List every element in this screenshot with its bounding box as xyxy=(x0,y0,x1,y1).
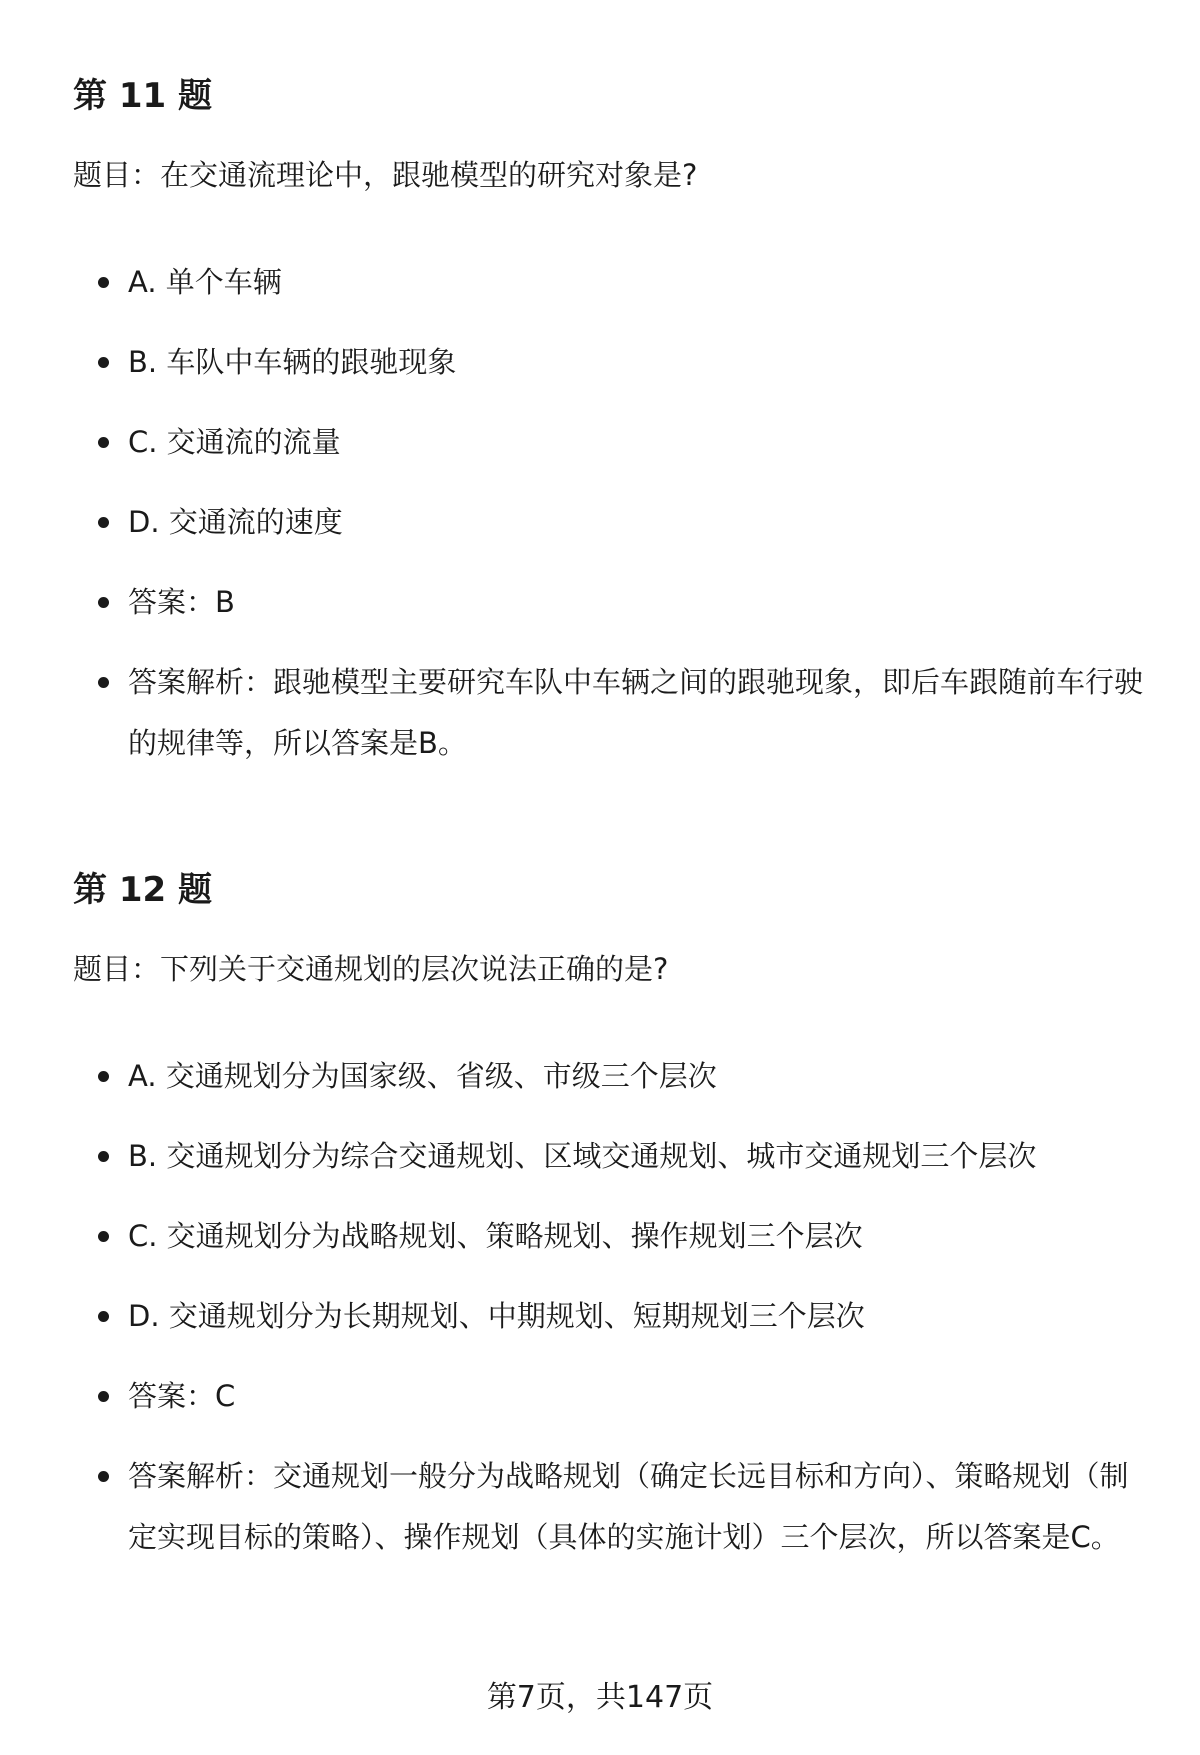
list-bullet xyxy=(98,277,109,288)
list-bullet xyxy=(98,1471,109,1482)
list-bullet xyxy=(98,677,109,688)
option-a: A. 单个车辆 xyxy=(128,265,282,299)
question-prompt: 题目：下列关于交通规划的层次说法正确的是? xyxy=(73,952,669,986)
option-c: C. 交通流的流量 xyxy=(128,425,341,459)
option-c: C. 交通规划分为战略规划、策略规划、操作规划三个层次 xyxy=(128,1219,863,1253)
list-bullet xyxy=(98,357,109,368)
list-bullet xyxy=(98,517,109,528)
answer-explanation: 答案解析：跟驰模型主要研究车队中车辆之间的跟驰现象，即后车跟随前车行驶的规律等，所以答案是B。 xyxy=(128,665,1144,760)
answer-line: 答案：C xyxy=(128,1379,236,1413)
list-bullet xyxy=(98,1311,109,1322)
option-b: B. 车队中车辆的跟驰现象 xyxy=(128,345,457,379)
list-bullet xyxy=(98,1151,109,1162)
list-bullet xyxy=(98,597,109,608)
answer-explanation: 答案解析：交通规划一般分为战略规划（确定长远目标和方向）、策略规划（制定实现目标的策略）、操作规划（具体的实施计划）三个层次，所以答案是C。 xyxy=(128,1459,1129,1554)
question-heading: 第 11 题 xyxy=(73,76,212,116)
page-number: 第7页，共147页 xyxy=(486,1680,714,1715)
answer-line: 答案：B xyxy=(128,585,235,619)
option-d: D. 交通规划分为长期规划、中期规划、短期规划三个层次 xyxy=(128,1299,865,1333)
list-bullet xyxy=(98,437,109,448)
list-bullet xyxy=(98,1071,109,1082)
option-d: D. 交通流的速度 xyxy=(128,505,343,539)
option-a: A. 交通规划分为国家级、省级、市级三个层次 xyxy=(128,1059,717,1093)
list-bullet xyxy=(98,1391,109,1402)
option-b: B. 交通规划分为综合交通规划、区域交通规划、城市交通规划三个层次 xyxy=(128,1139,1037,1173)
question-prompt: 题目：在交通流理论中，跟驰模型的研究对象是? xyxy=(73,158,698,192)
question-heading: 第 12 题 xyxy=(73,870,212,910)
list-bullet xyxy=(98,1231,109,1242)
